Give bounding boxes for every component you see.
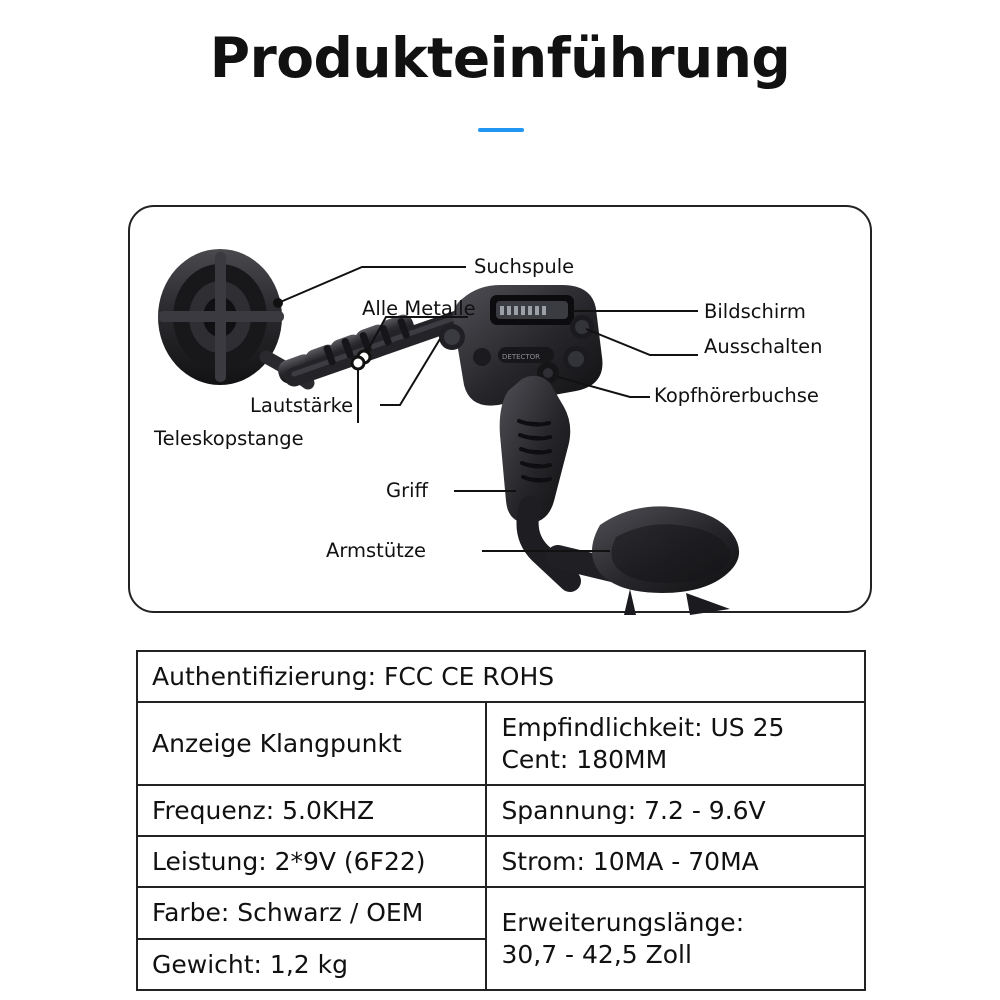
volume-knob-graphic [439,324,465,350]
spec-weight: Gewicht: 1,2 kg [137,939,486,990]
table-row [137,836,865,887]
table-row [137,887,865,938]
callout-label-bildschirm: Bildschirm [704,300,806,323]
callout-label-armstuetze: Armstütze [326,539,427,562]
spec-color: Farbe: Schwarz / OEM [137,887,486,938]
spec-sensitivity-line1: Empfindlichkeit: US 25 [501,713,785,743]
spec-power: Leistung: 2*9V (6F22) [137,836,486,887]
callout-label-suchspule: Suchspule [474,255,575,278]
arm-rest-graphic [592,506,739,615]
spec-sensitivity [486,702,865,785]
metal-detector-diagram [130,207,874,615]
table-row [137,702,865,785]
spec-voltage: Spannung: 7.2 - 9.6V [486,785,865,836]
specifications-table [136,650,866,991]
svg-text:DETECTOR: DETECTOR [502,353,541,361]
spec-sensitivity-line2: Cent: 180MM [501,744,668,774]
spec-extension-length-line1: Erweiterungslänge: [501,908,745,938]
callout-label-ausschalten: Ausschalten [704,335,823,358]
callout-label-teleskopstange: Teleskopstange [154,427,304,450]
spec-frequency: Frequenz: 5.0KHZ [137,785,486,836]
spec-extension-length [486,887,865,990]
title-underline [478,128,524,132]
page-title: Produkteinführung [209,26,791,90]
diagram-card [128,205,872,613]
callout-label-lautstaerke: Lautstärke [250,394,354,417]
callout-label-kopfhoererbuchse: Kopfhörerbuchse [654,384,819,407]
callout-label-alle-metalle: Alle Metalle [362,297,476,320]
callout-label-griff: Griff [386,479,428,502]
table-row [137,651,865,702]
spec-current: Strom: 10MA - 70MA [486,836,865,887]
spec-extension-length-line2: 30,7 - 42,5 Zoll [501,939,692,969]
spec-authentication: Authentifizierung: FCC CE ROHS [137,651,865,702]
table-row [137,785,865,836]
spec-display-tone: Anzeige Klangpunkt [137,702,486,785]
